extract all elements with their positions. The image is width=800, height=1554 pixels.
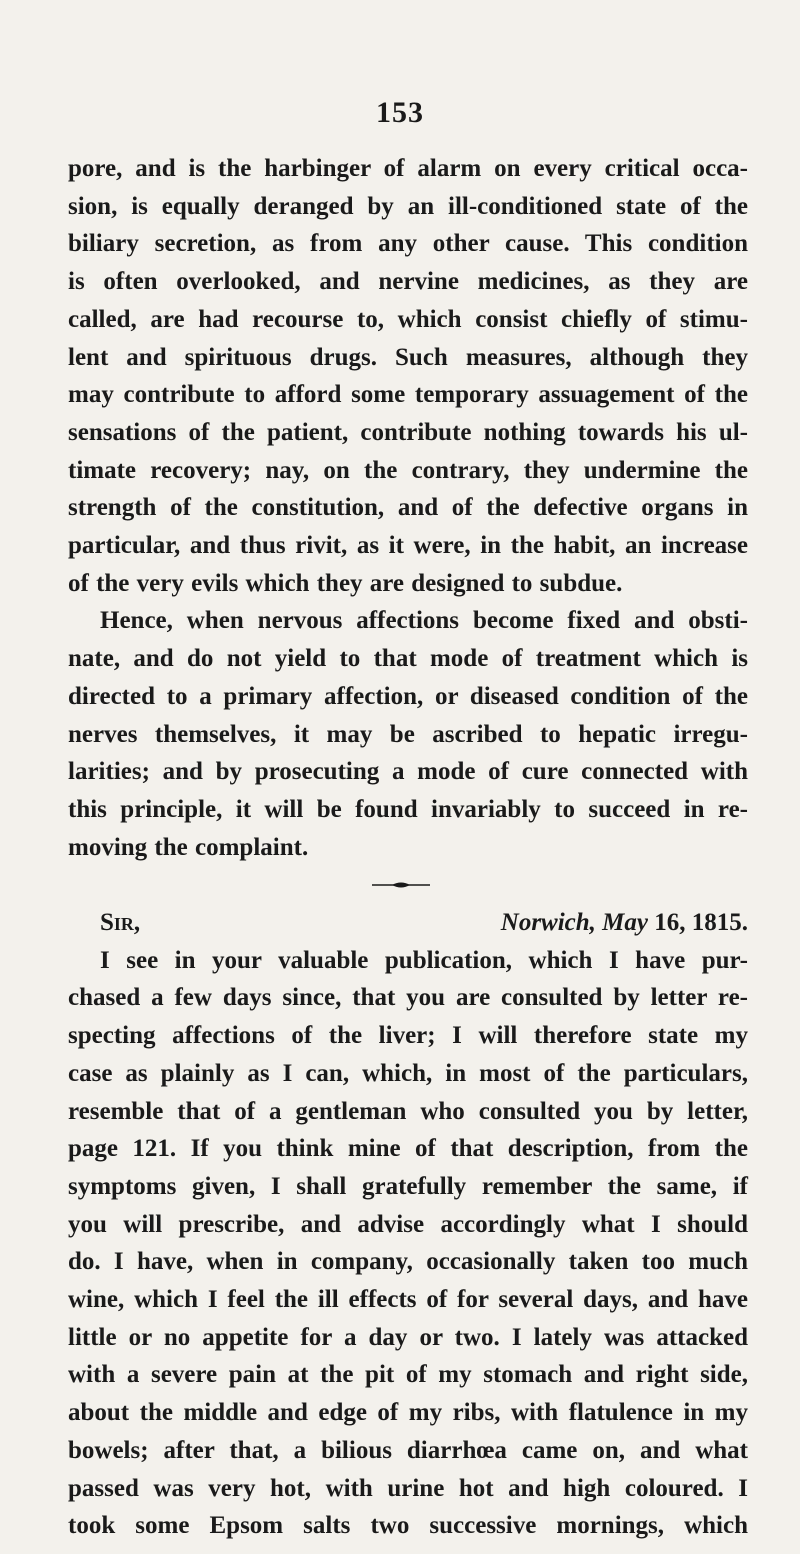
text-line: with a severe pain at the pit of my stomach and right side, <box>68 1361 748 1389</box>
text-line: sion, is equally deranged by an ill-conditioned state of the <box>68 192 748 220</box>
dateline <box>501 904 748 942</box>
text-line: took some Epsom salts two successive mornings, which <box>68 1512 748 1540</box>
date: 16, 1815. <box>654 909 748 937</box>
text-line: case as plainly as I can, which, in most of the particulars, <box>68 1059 748 1087</box>
place: Norwich, <box>500 909 596 937</box>
text-line: strength of the constitution, and of the defective organs in <box>68 494 748 522</box>
ornament-divider-icon <box>372 880 430 890</box>
text-line: do. I have, when in company, occasionally taken too much <box>68 1248 748 1276</box>
month: May <box>602 909 648 937</box>
text-line: about the middle and edge of my ribs, with flatulence in my <box>68 1399 748 1427</box>
text-line: biliary secretion, as from any other cause. This condition <box>68 230 748 258</box>
page-number: 153 <box>376 96 424 129</box>
text-line: particular, and thus rivit, as it were, in the habit, an increase <box>68 532 748 560</box>
text-line: Hence, when nervous affections become fixed and obsti- <box>100 607 748 635</box>
text-line: page 121. If you think mine of that description, from the <box>68 1135 748 1163</box>
text-line: I see in your valuable publication, which I have pur- <box>100 946 748 974</box>
text-line: is often overlooked, and nervine medicines, as they are <box>68 268 748 296</box>
salutation: Sir, <box>100 909 141 937</box>
text-line: directed to a primary affection, or diseased condition of the <box>68 682 748 710</box>
text-line: nerves themselves, it may be ascribed to hepatic irregu- <box>68 720 748 748</box>
text-line: nate, and do not yield to that mode of treatment which is <box>68 645 748 673</box>
text-line: lent and spirituous drugs. Such measures, although they <box>68 343 748 371</box>
text-line: pore, and is the harbinger of alarm on every critical occa- <box>68 155 748 182</box>
text-line: you will prescribe, and advise accordingly what I should <box>68 1210 748 1238</box>
text-line: larities; and by prosecuting a mode of cure connected with <box>68 758 748 786</box>
text-line: may contribute to afford some temporary assuagement of the <box>68 381 748 409</box>
text-line: symptoms given, I shall gratefully remember the same, if <box>68 1172 748 1200</box>
text-line: of the very evils which they are designed to subdue. <box>68 569 623 597</box>
text-line: this principle, it will be found invariably to succeed in re- <box>68 795 748 823</box>
text-line: wine, which I feel the ill effects of for several days, and have <box>68 1286 748 1314</box>
text-line: timate recovery; nay, on the contrary, they undermine the <box>68 456 748 484</box>
text-line: resemble that of a gentleman who consulted you by letter, <box>68 1097 748 1125</box>
text-line: little or no appetite for a day or two. I lately was attacked <box>68 1323 748 1351</box>
text-line: specting affections of the liver; I will therefore state my <box>68 1022 748 1050</box>
text-line: chased a few days since, that you are consulted by letter re- <box>68 984 748 1012</box>
text-line: sensations of the patient, contribute nothing towards his ul- <box>68 418 748 446</box>
text-line: moving the complaint. <box>68 833 309 861</box>
letter-heading <box>100 904 748 942</box>
text-line: called, are had recourse to, which consist chiefly of stimu- <box>68 305 748 333</box>
text-line: passed was very hot, with urine hot and high coloured. I <box>68 1474 748 1502</box>
text-line: bowels; after that, a bilious diarrhœa came on, and what <box>68 1436 748 1464</box>
